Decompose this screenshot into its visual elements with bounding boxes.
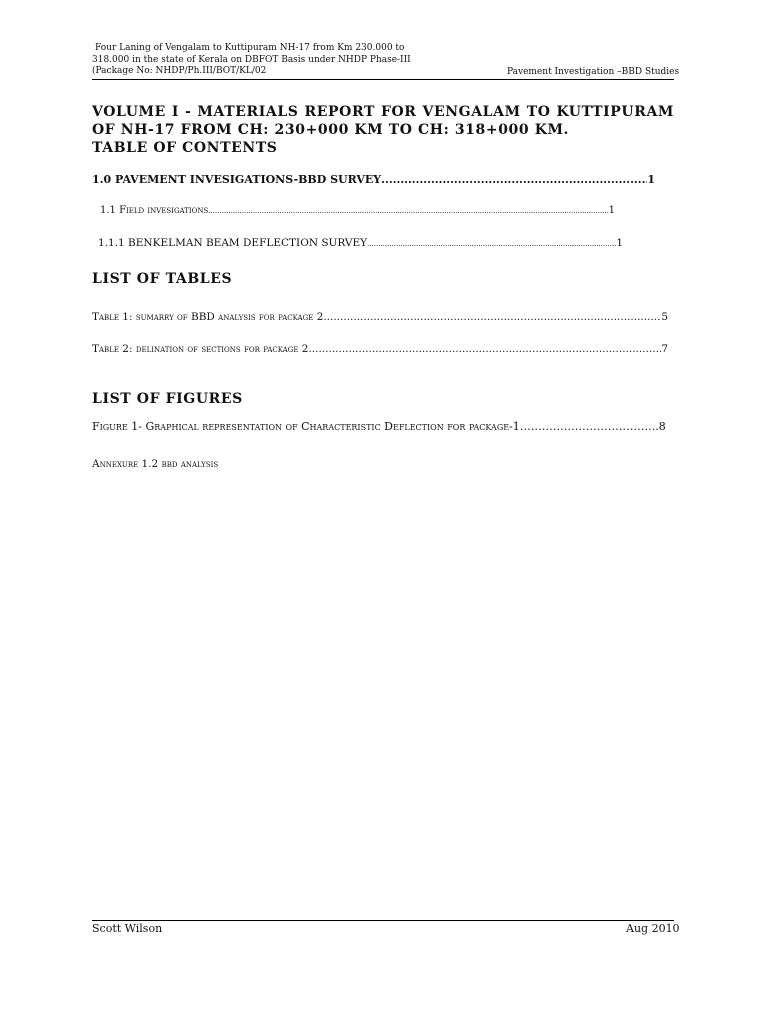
toc-entry-label: 1.1.1 BENKELMAN BEAM DEFLECTION SURVEY bbox=[98, 237, 368, 249]
footer-date: Aug 2010 bbox=[626, 922, 680, 935]
list-of-tables-heading: LIST OF TABLES bbox=[92, 271, 233, 287]
running-header-section: Pavement Investigation –BBD Studies bbox=[507, 67, 680, 77]
table-entry[interactable] bbox=[92, 311, 668, 323]
table-entry-label: Table 1: sumarry of BBD analysis for package 2 bbox=[92, 311, 324, 323]
footer-company: Scott Wilson bbox=[92, 922, 163, 935]
leader-dots bbox=[308, 343, 661, 355]
toc-heading: TABLE OF CONTENTS bbox=[92, 140, 278, 156]
toc-entry[interactable] bbox=[100, 205, 615, 216]
figure-entry-label: Figure 1- Graphical representation of Characteristic Deflection for package-1……………………………….. bbox=[92, 420, 659, 433]
annexure-entry[interactable]: Annexure 1.2 bbd analysis bbox=[92, 458, 219, 470]
leader-dots bbox=[323, 311, 661, 323]
figure-entry[interactable] bbox=[92, 419, 674, 434]
volume-title: VOLUME I - MATERIALS REPORT FOR VENGALAM TO KUTTIPURAM OF NH-17 FROM CH: 230+000 KM TO CH: 318+000 KM. bbox=[92, 104, 674, 138]
table-entry-page: 7 bbox=[661, 343, 668, 355]
header-rule bbox=[92, 79, 674, 80]
toc-entry-label: 1.0 PAVEMENT INVESIGATIONS-BBD SURVEY bbox=[92, 173, 382, 186]
figure-entry-page: 8 bbox=[658, 420, 666, 433]
leader-dots bbox=[381, 173, 647, 186]
leader-dots bbox=[367, 240, 616, 248]
header-line-3: (Package No: NHDP/Ph.III/BOT/KL/02 bbox=[92, 66, 267, 76]
toc-entry-label: 1.1 Field invesigations bbox=[100, 205, 209, 216]
table-entry[interactable] bbox=[92, 343, 668, 355]
toc-entry[interactable] bbox=[98, 237, 623, 249]
table-entry-page: 5 bbox=[661, 311, 668, 323]
toc-entry-page: 1 bbox=[608, 205, 615, 216]
list-of-figures-heading: LIST OF FIGURES bbox=[92, 391, 243, 407]
running-header-project bbox=[92, 43, 412, 78]
leader-dots bbox=[208, 207, 608, 215]
toc-entry[interactable] bbox=[92, 173, 655, 186]
toc-entry-page: 1 bbox=[616, 237, 623, 249]
toc-entry-page: 1 bbox=[647, 173, 655, 186]
header-line-2: 318.000 in the state of Kerala on DBFOT Basis under NHDP Phase-III bbox=[92, 54, 411, 65]
header-line-1: Four Laning of Vengalam to Kuttipuram NH-17 from Km 230.000 to bbox=[95, 43, 405, 53]
footer-rule bbox=[92, 920, 674, 921]
table-entry-label: Table 2: delination of sections for package 2 bbox=[92, 343, 309, 355]
